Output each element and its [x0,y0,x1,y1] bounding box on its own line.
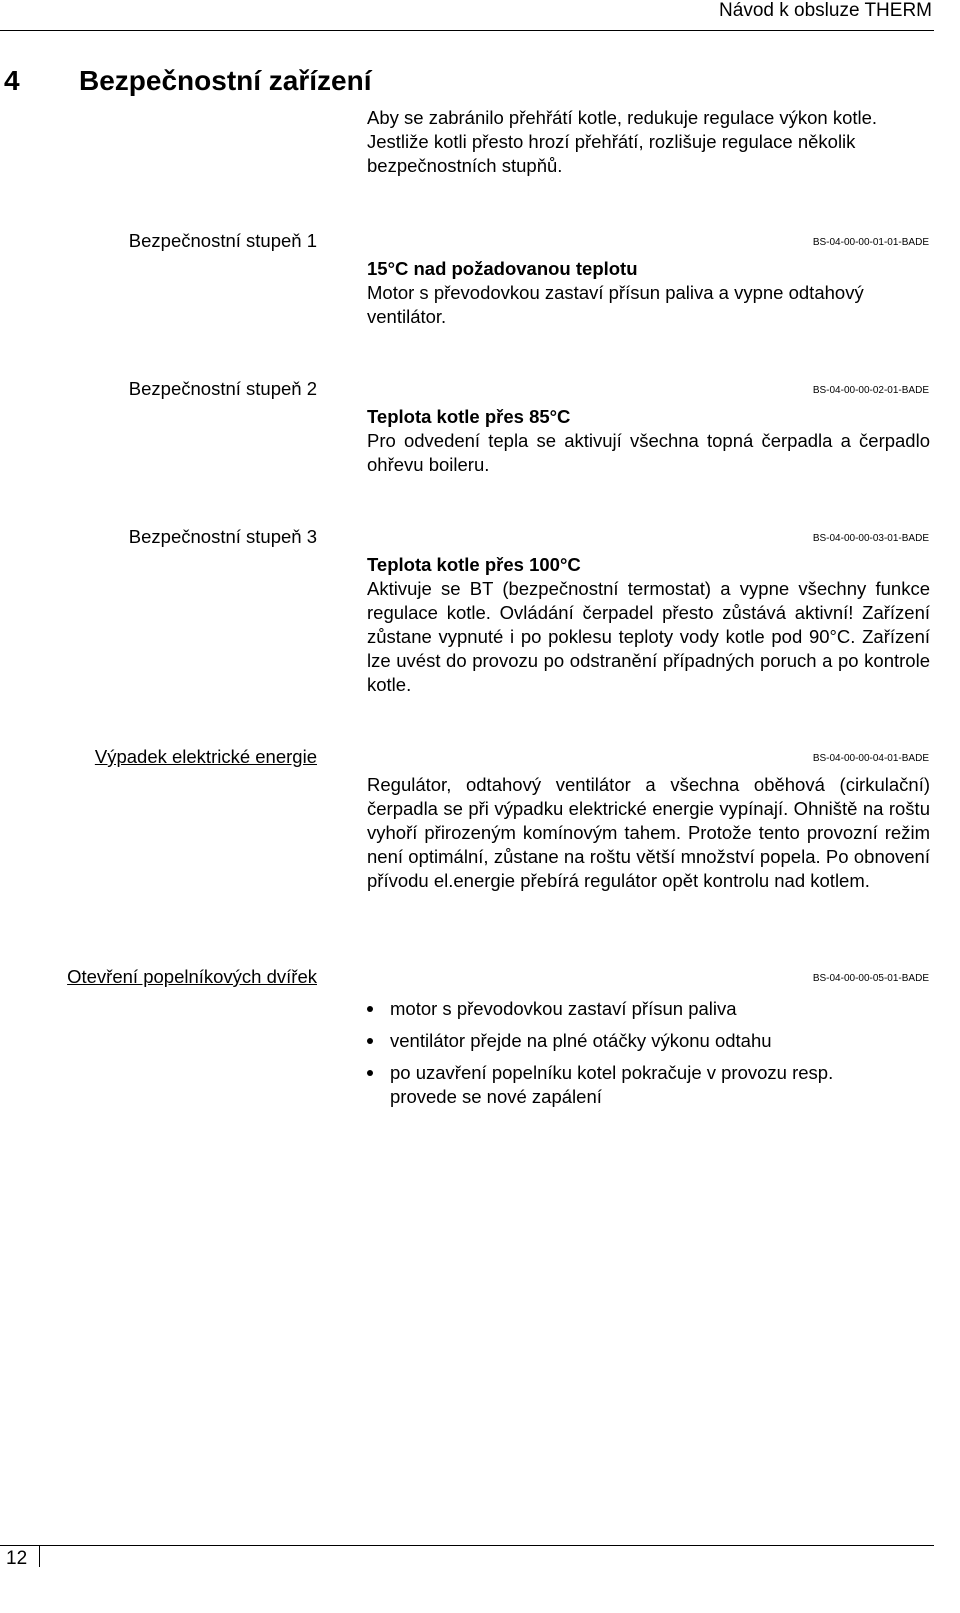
document-header-title: Návod k obsluze THERM [719,0,932,21]
section-code-3: BS-04-00-00-03-01-BADE [812,533,929,544]
section-text-3: Aktivuje se BT (bezpečnostní termostat) a vypne všechny funkce regulace kotle. Ovládání čerpadel přesto zůstává aktivní! Zařízení zůstane vypnuté i po poklesu teploty vody kotle pod 90°C. Zařízení lze uvést do provozu po odstranění případných poruch a po kontrole kotle. [367,578,930,695]
section-label-safety-level-1: Bezpečnostní stupeň 1 [128,230,317,251]
ash-door-bullet-list [367,997,930,1109]
chapter-title: Bezpečnostní zařízení [79,65,372,96]
bullet-text: ventilátor přejde na plné otáčky výkonu odtahu [390,1030,772,1051]
section-code-2: BS-04-00-00-02-01-BADE [812,385,929,396]
section-text-power-failure: Regulátor, odtahový ventilátor a všechna oběhová (cirkulační) čerpadla se při výpadku elektrické energie vypínají. Ohniště na roštu vyhoří přirozeným komínovým tahem. Protože tento provozní režim není optimální, zůstane na roštu větší množství popela. Po obnovení přívodu el.energie přebírá regulátor opět kontrolu nad kotlem. [367,774,930,891]
bullet-item [367,1061,930,1109]
header-divider [0,30,934,31]
section-heading-3: Teplota kotle přes 100°C [367,554,581,575]
bullet-icon [367,1038,373,1044]
bullet-item [367,1029,930,1053]
section-label-safety-level-3: Bezpečnostní stupeň 3 [128,526,317,547]
section-code-5: BS-04-00-00-05-01-BADE [812,973,929,984]
intro-paragraph: Aby se zabránilo přehřátí kotle, redukuje regulace výkon kotle. Jestliže kotli přesto hrozí přehřátí, rozlišuje regulace několik bezpečnostních stupňů. [367,107,878,176]
footer-vertical-divider [39,1545,40,1567]
section-code-4: BS-04-00-00-04-01-BADE [812,753,929,764]
bullet-item [367,997,930,1021]
page-number: 12 [6,1548,28,1569]
section-label-power-failure: Výpadek elektrické energie [94,746,317,767]
bullet-text: po uzavření popelníku kotel pokračuje v provozu resp. provede se nové zapálení [390,1062,834,1107]
section-label-ash-door: Otevření popelníkových dvířek [67,966,317,987]
section-text-2: Pro odvedení tepla se aktivují všechna topná čerpadla a čerpadlo ohřevu boileru. [367,430,930,475]
footer-divider [0,1545,934,1546]
bullet-text: motor s převodovkou zastaví přísun paliva [390,998,737,1019]
bullet-icon [367,1006,373,1012]
section-text-1: Motor s převodovkou zastaví přísun paliva a vypne odtahový ventilátor. [367,282,864,327]
bullet-icon [367,1070,373,1076]
section-heading-1: 15°C nad požadovanou teplotu [367,258,638,279]
section-label-safety-level-2: Bezpečnostní stupeň 2 [128,378,317,399]
section-code-1: BS-04-00-00-01-01-BADE [812,237,929,248]
section-heading-2: Teplota kotle přes 85°C [367,406,571,427]
chapter-number: 4 [4,65,20,96]
